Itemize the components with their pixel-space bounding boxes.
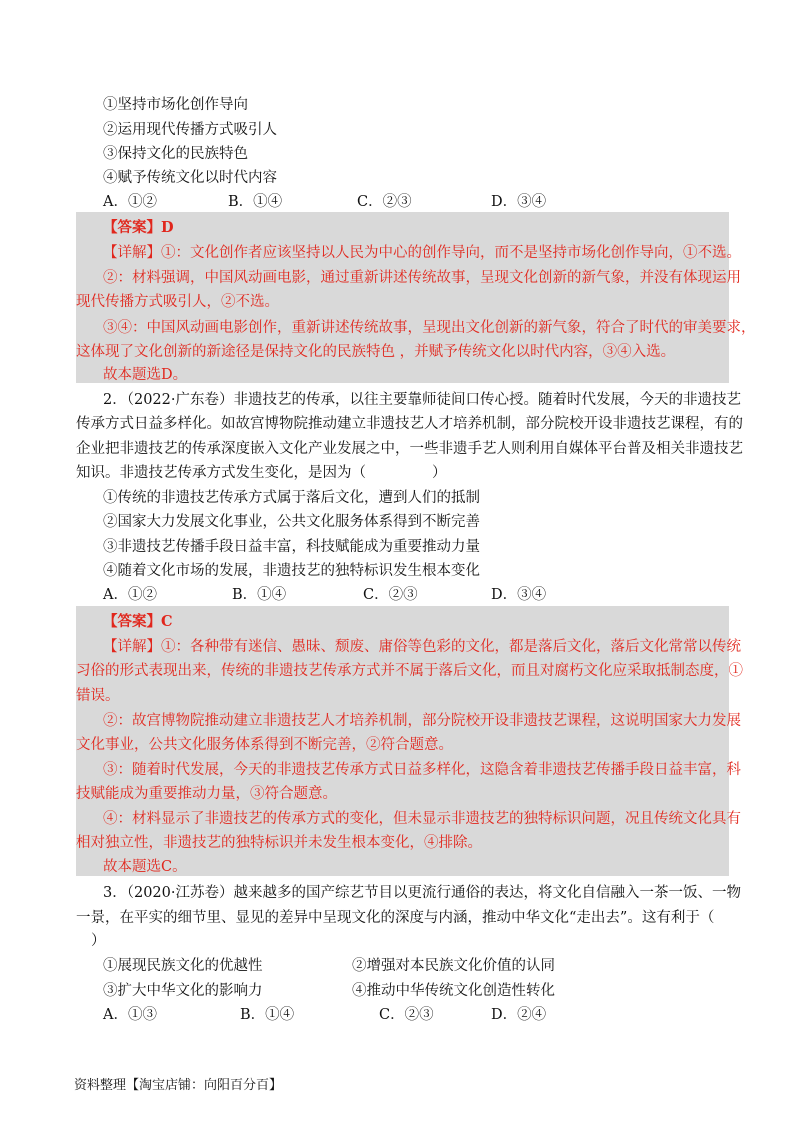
q1-item-4: ④赋予传统文化以时代内容: [103, 170, 277, 186]
q2-item-1: ①传统的非遗技艺传承方式属于落后文化，遭到人们的抵制: [103, 490, 480, 506]
q2-conclusion: 故本题选C。: [103, 859, 187, 875]
q2-detail-line-1: 【详解】①：各种带有迷信、愚昧、颓废、庸俗等色彩的文化，都是落后文化，落后文化常常以传统: [103, 639, 741, 655]
q1-detail-line-4: ③④：中国风动画电影创作，重新讲述传统故事，呈现出文化创新的新气象，符合了时代的审美要求，: [103, 320, 756, 336]
q2-option-b: B．①④: [232, 587, 287, 603]
q1-detail-line-2: ②：材料强调，中国风动画电影，通过重新讲述传统故事，呈现文化创新的新气象，并没有体现运用: [103, 270, 741, 286]
q2-option-a: A．①②: [103, 587, 157, 603]
q3-option-d: D．②④: [491, 1007, 547, 1023]
q2-item-3: ③非遗技艺传播手段日益丰富，科技赋能成为重要推动力量: [103, 539, 480, 555]
q2-detail-line-6: ③：随着时代发展，今天的非遗技艺传承方式日益多样化，这隐含着非遗技艺传播手段日益丰富，科: [103, 762, 741, 778]
q2-option-d: D．③④: [491, 587, 547, 603]
q2-item-2: ②国家大力发展文化事业，公共文化服务体系得到不断完善: [103, 514, 480, 530]
q1-item-2: ②运用现代传播方式吸引人: [103, 122, 277, 138]
q2-stem-line-2: 传承方式日益多样化。如故宫博物院推动建立非遗技艺人才培养机制，部分院校开设非遗技艺课程，有的: [76, 416, 743, 432]
q2-stem-text: 知识。非遗技艺传承方式发生变化，是因为（: [76, 465, 366, 481]
q3-item-2: ②增强对本民族文化价值的认同: [352, 958, 555, 974]
q3-stem-line-2: 一景，在平实的细节里、显见的差异中呈现文化的深度与内涵，推动中华文化“走出去”。这有利于（: [76, 910, 715, 926]
q1-option-a: A．①②: [103, 194, 157, 210]
q2-stem-line-1: 2．（2022·广东卷）非遗技艺的传承，以往主要靠师徒间口传心授。随着时代发展，今天的非遗技艺: [103, 392, 741, 408]
q2-detail-line-2: 习俗的形式表现出来，传统的非遗技艺传承方式并不属于落后文化，而且对腐朽文化应采取抵制态度，①: [76, 663, 743, 679]
q1-item-3: ③保持文化的民族特色: [103, 146, 248, 162]
q2-stem-close-paren: ）: [432, 465, 447, 481]
q3-option-c: C．②③: [379, 1007, 434, 1023]
q2-option-c: C．②③: [363, 587, 418, 603]
q2-stem-line-4: [76, 464, 447, 482]
q2-detail-line-4: ②：故宫博物院推动建立非遗技艺人才培养机制，部分院校开设非遗技艺课程，这说明国家大力发展: [103, 713, 741, 729]
q2-detail-line-5: 文化事业，公共文化服务体系得到不断完善，②符合题意。: [76, 737, 453, 753]
q3-option-a: A．①③: [103, 1007, 157, 1023]
q3-item-1: ①展现民族文化的优越性: [103, 958, 263, 974]
q3-item-4: ④推动中华传统文化创造性转化: [352, 983, 555, 999]
q2-answer-label: 【答案】C: [103, 613, 173, 630]
q1-item-1: ①坚持市场化创作导向: [103, 97, 248, 113]
page-footer: 资料整理【淘宝店铺：向阳百分百】: [74, 1078, 283, 1093]
q1-answer-label: 【答案】D: [103, 219, 174, 236]
q1-option-c: C．②③: [357, 194, 412, 210]
q3-stem-close-paren: ）: [91, 933, 106, 949]
q2-detail-line-3: 错误。: [76, 688, 120, 704]
q2-item-4: ④随着文化市场的发展，非遗技艺的独特标识发生根本变化: [103, 563, 480, 579]
q2-stem-line-3: 企业把非遗技艺的传承深度嵌入文化产业发展之中，一些非遗手艺人则利用自媒体平台普及相关非遗技艺: [76, 441, 743, 457]
q1-detail-line-3: 现代传播方式吸引人，②不选。: [76, 294, 279, 310]
q1-option-d: D．③④: [491, 194, 547, 210]
q3-stem-line-1: 3．（2020·江苏卷）越来越多的国产综艺节目以更流行通俗的表达，将文化自信融入一茶一饭、一物: [103, 885, 741, 901]
q1-conclusion: 故本题选D。: [103, 367, 188, 383]
q2-detail-line-9: 相对独立性，非遗技艺的独特标识并未发生根本变化，④排除。: [76, 835, 482, 851]
q2-detail-line-8: ④：材料显示了非遗技艺的传承方式的变化，但未显示非遗技艺的独特标识问题，况且传统文化具有: [103, 811, 741, 827]
q3-item-3: ③扩大中华文化的影响力: [103, 983, 263, 999]
q2-detail-line-7: 技赋能成为重要推动力量，③符合题意。: [76, 786, 337, 802]
q1-detail-line-5: 这体现了文化创新的新途径是保持文化的民族特色 ，并赋予传统文化以时代内容，③④入选。: [76, 344, 676, 360]
q1-option-b: B．①④: [228, 194, 283, 210]
q3-option-b: B．①④: [240, 1007, 295, 1023]
q1-detail-line-1: 【详解】①：文化创作者应该坚持以人民为中心的创作导向，而不是坚持市场化创作导向，①不选。: [103, 245, 741, 261]
